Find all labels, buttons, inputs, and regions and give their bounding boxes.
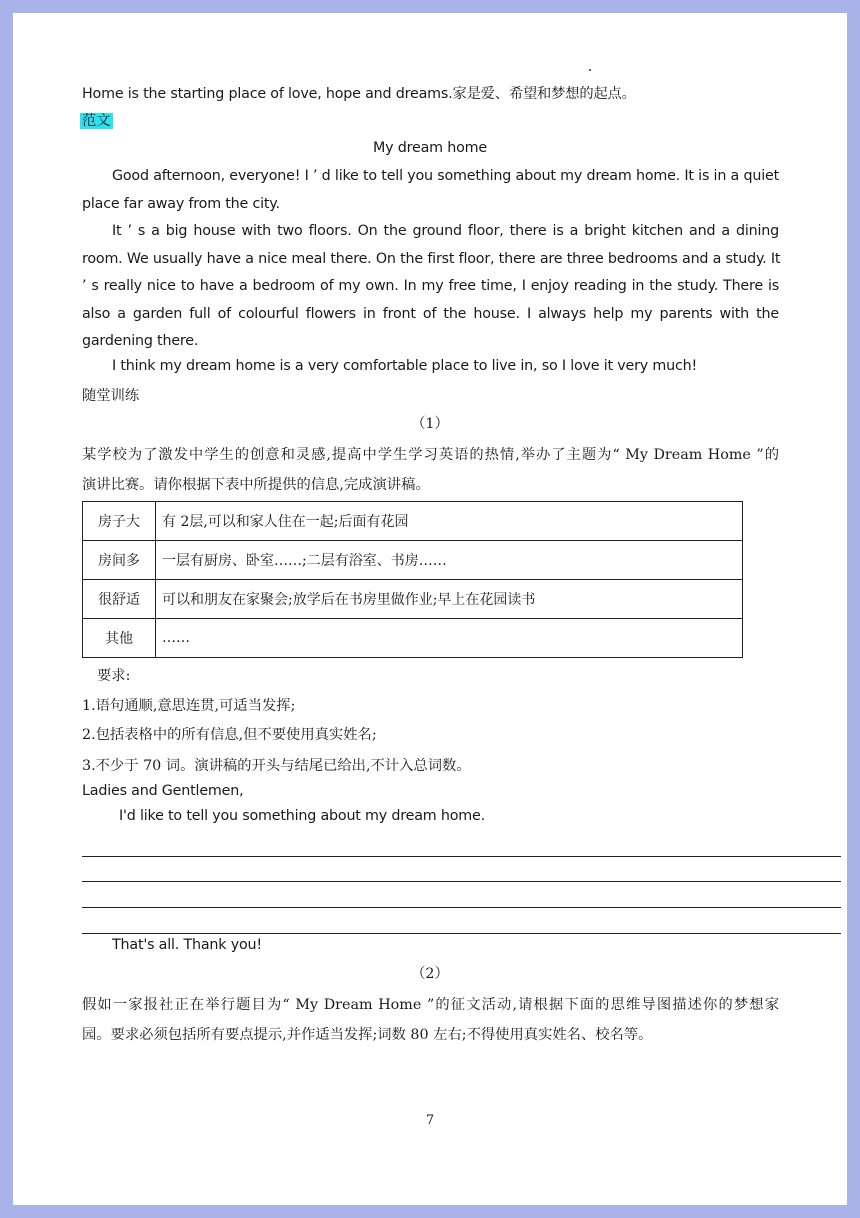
task1-number: （1） <box>411 416 449 432</box>
essay-line-7: gardening there. <box>82 333 199 349</box>
table-value: 有 2层,可以和家人住在一起;后面有花园 <box>156 502 743 541</box>
essay-line-6: also a garden full of colourful flowers in front of the house. I always help my parents with the <box>82 306 779 322</box>
table-row <box>83 541 743 580</box>
essay-line-4: room. We usually have a nice meal there. On the first floor, there are three bedrooms and a study. It <box>82 251 781 267</box>
writing-line <box>82 856 841 857</box>
writing-line <box>82 881 841 882</box>
requirement-3: 3.不少于 70 词。演讲稿的开头与结尾已给出,不计入总词数。 <box>82 758 471 774</box>
writing-line <box>82 907 841 908</box>
task1-prompt-line-2: 演讲比赛。请你根据下表中所提供的信息,完成演讲稿。 <box>82 477 430 493</box>
practice-label: 随堂训练 <box>82 388 140 404</box>
essay-line-1: Good afternoon, everyone! I ’ d like to tell you something about my dream home. It is in a quiet <box>112 168 779 184</box>
document-page <box>13 13 847 1205</box>
essay-line-8: I think my dream home is a very comfortable place to live in, so I love it very much! <box>112 358 698 374</box>
table-row <box>83 619 743 658</box>
table-value: 可以和朋友在家聚会;放学后在书房里做作业;早上在花园读书 <box>156 580 743 619</box>
table-row <box>83 502 743 541</box>
closing-sentence: That's all. Thank you! <box>112 937 262 953</box>
table-key: 其他 <box>83 619 156 658</box>
sample-label-text: 范文 <box>82 113 111 129</box>
essay-title: My dream home <box>373 140 487 156</box>
requirement-2: 2.包括表格中的所有信息,但不要使用真实姓名; <box>82 727 377 743</box>
intro-line: Home is the starting place of love, hope and dreams.家是爱、希望和梦想的起点。 <box>82 86 636 102</box>
task1-prompt-line-1: 某学校为了激发中学生的创意和灵感,提高中学生学习英语的热情,举办了主题为“ My Dream Home ”的 <box>82 447 779 463</box>
task2-number: （2） <box>411 966 449 982</box>
essay-line-2: place far away from the city. <box>82 196 280 212</box>
essay-line-3: It ’ s a big house with two floors. On the ground floor, there is a bright kitchen and a dining <box>112 223 779 239</box>
table-key: 房子大 <box>83 502 156 541</box>
writing-line <box>82 933 841 934</box>
table-value: 一层有厨房、卧室……;二层有浴室、书房…… <box>156 541 743 580</box>
task2-prompt-line-2: 园。要求必须包括所有要点提示,并作适当发挥;词数 80 左右;不得使用真实姓名、校名等。 <box>82 1027 653 1043</box>
requirement-1: 1.语句通顺,意思连贯,可适当发挥; <box>82 698 296 714</box>
info-table <box>82 501 743 658</box>
opening-sentence: I'd like to tell you something about my dream home. <box>119 808 485 824</box>
requirements-title: 要求: <box>97 668 131 684</box>
sample-label <box>80 110 113 130</box>
table-key: 很舒适 <box>83 580 156 619</box>
greeting: Ladies and Gentlemen, <box>82 783 244 799</box>
task2-prompt-line-1: 假如一家报社正在举行题目为“ My Dream Home ”的征文活动,请根据下面的思维导图描述你的梦想家 <box>82 997 779 1013</box>
table-value: …… <box>156 619 743 658</box>
stray-mark <box>589 69 591 71</box>
page-number: 7 <box>425 1113 435 1128</box>
table-key: 房间多 <box>83 541 156 580</box>
essay-line-5: ’ s really nice to have a bedroom of my own. In my free time, I enjoy reading in the study. There is <box>82 278 779 294</box>
table-row <box>83 580 743 619</box>
